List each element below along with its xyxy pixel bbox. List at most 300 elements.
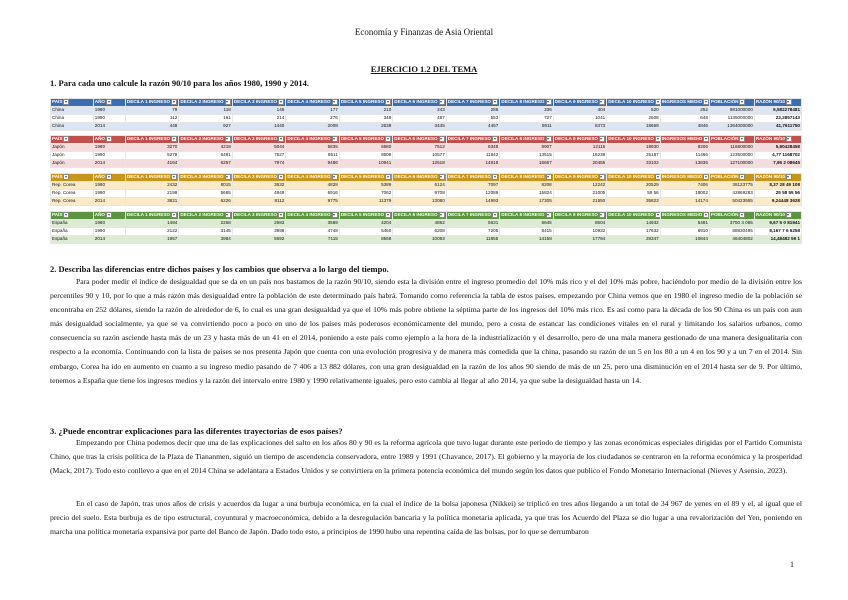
table-cell: 2014	[93, 236, 125, 244]
table-cell: 5481	[660, 220, 709, 228]
table-cell: 1957	[125, 236, 178, 244]
table-cell: 14174	[660, 198, 709, 206]
filter-dropdown-icon[interactable]	[546, 136, 552, 142]
column-header[interactable]	[754, 212, 801, 220]
column-header-label: RAZÓN 90/10	[755, 136, 785, 142]
column-header[interactable]	[500, 136, 553, 144]
filter-dropdown-icon[interactable]	[225, 136, 231, 142]
table-cell: 2258	[179, 220, 232, 228]
table-cell: 8112	[232, 198, 285, 206]
table-cell: 276	[286, 115, 339, 123]
filter-dropdown-icon[interactable]	[278, 136, 284, 142]
table-korea	[50, 173, 802, 206]
table-cell: 14993	[446, 198, 499, 206]
table-cell: 8206	[660, 144, 709, 152]
column-header[interactable]	[232, 136, 285, 144]
filter-dropdown-icon[interactable]	[171, 136, 177, 142]
table-cell: 981000000	[709, 107, 754, 115]
table-cell: 8511	[286, 152, 339, 160]
column-header-label: DECILA 9 INGRESO	[554, 174, 598, 180]
filter-dropdown-icon[interactable]	[278, 99, 284, 105]
table-cell: 2199	[125, 190, 178, 198]
table-cell: 1041	[553, 115, 606, 123]
filter-dropdown-icon[interactable]	[332, 99, 338, 105]
table-cell: 1990	[93, 115, 125, 123]
column-header[interactable]	[709, 212, 754, 220]
filter-dropdown-icon[interactable]	[332, 212, 338, 218]
table-cell: 13836	[660, 160, 709, 168]
filter-dropdown-icon[interactable]	[439, 212, 445, 218]
table-cell: 243	[393, 107, 446, 115]
filter-dropdown-icon[interactable]	[655, 212, 660, 218]
filter-dropdown-icon[interactable]	[63, 99, 69, 105]
column-header[interactable]	[754, 174, 801, 182]
column-header[interactable]	[553, 99, 606, 107]
table-cell: 3145	[179, 228, 232, 236]
column-header-label: DECILA 7 INGRESO	[447, 212, 492, 218]
table-cell: 25187	[607, 152, 660, 160]
filter-dropdown-icon[interactable]	[739, 174, 745, 180]
filter-dropdown-icon[interactable]	[106, 174, 112, 180]
table-cell: 9508	[339, 152, 392, 160]
column-header[interactable]	[51, 212, 94, 220]
column-header-label: DECILA 9 INGRESO	[554, 136, 598, 142]
filter-dropdown-icon[interactable]	[599, 99, 605, 105]
table-cell: 14932	[607, 220, 660, 228]
column-header-label: POBLACIÓN	[710, 174, 739, 180]
filter-dropdown-icon[interactable]	[546, 212, 552, 218]
column-header-label: DECILA 10 INGRESO	[608, 99, 655, 105]
column-header[interactable]	[393, 174, 446, 182]
table-cell: 4204	[339, 220, 392, 228]
column-header[interactable]	[286, 136, 339, 144]
column-header-label: PAÍS	[52, 99, 63, 105]
table-cell: 21550	[553, 198, 606, 206]
column-header[interactable]	[93, 212, 125, 220]
column-header[interactable]	[179, 212, 232, 220]
table-cell: 33102	[607, 160, 660, 168]
table-cell: 16667	[500, 160, 553, 168]
table-cell: 11379	[339, 198, 392, 206]
column-header-label: POBLACIÓN	[710, 136, 739, 142]
column-header[interactable]	[339, 212, 392, 220]
column-header[interactable]	[553, 174, 606, 182]
filter-dropdown-icon[interactable]	[599, 174, 605, 180]
table-china	[50, 98, 802, 131]
table-cell: 13515	[500, 152, 553, 160]
table-cell: 4846	[660, 123, 709, 131]
table-cell: 20455	[553, 160, 606, 168]
table-cell: 20529	[607, 182, 660, 190]
column-header-label: DECILA 7 INGRESO	[447, 174, 492, 180]
table-cell: 10941	[339, 160, 392, 168]
filter-dropdown-icon[interactable]	[385, 136, 391, 142]
table-cell: China	[51, 115, 94, 123]
filter-dropdown-icon[interactable]	[739, 99, 745, 105]
column-header-label: DECILA 2 INGRESO	[180, 174, 224, 180]
table-cell: 487	[393, 115, 446, 123]
table-cell: 42869283	[709, 190, 754, 198]
column-header-label: PAÍS	[52, 174, 63, 180]
table-cell: 3589	[286, 220, 339, 228]
table-cell: 1364000000	[709, 123, 754, 131]
column-header[interactable]	[286, 174, 339, 182]
column-header[interactable]	[339, 174, 392, 182]
column-header-label: INGRESOS MEDIO	[661, 99, 703, 105]
column-header-label: DECILA 3 INGRESO	[233, 136, 278, 142]
filter-dropdown-icon[interactable]	[439, 136, 445, 142]
filter-dropdown-icon[interactable]	[106, 99, 112, 105]
column-header-label: DECILA 9 INGRESO	[554, 99, 598, 105]
exercise-title: EJERCICIO 1.2 DEL TEMA	[370, 64, 478, 74]
table-cell: 4164	[125, 160, 178, 168]
filter-dropdown-icon[interactable]	[63, 136, 69, 142]
table-row	[51, 160, 802, 168]
table-cell: 7205	[446, 228, 499, 236]
column-header[interactable]	[607, 212, 660, 220]
table-cell: 7,95 2 08645	[754, 160, 801, 168]
filter-dropdown-icon[interactable]	[278, 212, 284, 218]
table-cell: 12115	[553, 144, 606, 152]
column-header-label: DECILA 4 INGRESO	[287, 136, 331, 142]
column-header-label: AÑO	[94, 174, 105, 180]
table-cell: 1990	[93, 152, 125, 160]
filter-dropdown-icon[interactable]	[703, 212, 709, 218]
question-3-heading: 3. ¿Puede encontrar explicaciones para las diferentes trayectorias de esos países?	[50, 426, 343, 436]
table-cell: 5,80428458	[754, 144, 801, 152]
table-cell: 18002	[660, 190, 709, 198]
table-cell: 23,2857143	[754, 115, 801, 123]
page-number: 1	[790, 560, 794, 569]
column-header[interactable]	[709, 174, 754, 182]
column-header[interactable]	[553, 212, 606, 220]
filter-dropdown-icon[interactable]	[385, 99, 391, 105]
paragraph-3b: En el caso de Japón, tras unos años de crisis y acuerdos da lugar a una burbuja económica, en la cual el índice de la bolsa japonesa (Nikkei) se triplicó en tres años llegando a un total de 34 967 de yenes en el 89 y el, al igual que el precio del suelo. Esta burbuja es de tipo estructural, coyuntural y macroeconómica, debido a la desregulación bancaria y la política monetaria aplicada, ya que tras los Acuerdo del Plaza se dio lugar a una revalorización del Yen, poniendo en marcha una política monetaria expansiva por parte del Banco de Japón. Dado todo esto, a principios de 1990 hubo una repentina caída de las bolsas, por lo que se derrumbaron	[50, 499, 802, 537]
filter-dropdown-icon[interactable]	[439, 174, 445, 180]
column-header[interactable]	[93, 174, 125, 182]
filter-dropdown-icon[interactable]	[492, 136, 498, 142]
column-header[interactable]	[51, 99, 94, 107]
column-header[interactable]	[339, 99, 392, 107]
column-header[interactable]	[607, 136, 660, 144]
column-header-label: PAÍS	[52, 136, 63, 142]
paragraph-3a: Empezando por China podemos decir que una de las explicaciones del salto en los años 80 y 90 es la reforma agrícola que tuvo lugar durante este período de tiempo y las zonas económicas especiales dirigidas por el Partido Comunista Chino, que tras la crisis política de la Plaza de Tiananmen, siguió un tiempo de ascendencia conservadora, entre 1989 y 1991 (Chavance, 2017). El gobierno y la mayoría de los ciudadanos se centraron en la reforma económica y la prosperidad (Mack, 2017). Todo esto conllevo a que en el 2014 China se adelantara a Estados Unidos y se convirtiera en la primera potencia económica del mundo según los datos que publico el Fondo Monetario Internacional (Nieves y Asensio, 2023).	[50, 438, 802, 476]
table-cell: 4218	[179, 144, 232, 152]
table-cell: 8208	[500, 182, 553, 190]
column-header[interactable]	[500, 99, 553, 107]
table-cell: 17305	[500, 198, 553, 206]
filter-dropdown-icon[interactable]	[703, 174, 709, 180]
column-header[interactable]	[660, 174, 709, 182]
column-header[interactable]	[339, 136, 392, 144]
filter-dropdown-icon[interactable]	[63, 174, 69, 180]
column-header-label: POBLACIÓN	[710, 99, 739, 105]
filter-dropdown-icon[interactable]	[739, 212, 745, 218]
column-header[interactable]	[179, 174, 232, 182]
filter-dropdown-icon[interactable]	[63, 212, 69, 218]
table-cell: 6916	[286, 190, 339, 198]
table-cell: 6208	[393, 228, 446, 236]
column-header-label: AÑO	[94, 99, 105, 105]
filter-dropdown-icon[interactable]	[385, 212, 391, 218]
table-row	[51, 107, 802, 115]
column-header[interactable]	[660, 212, 709, 220]
filter-dropdown-icon[interactable]	[599, 212, 605, 218]
table-header-row	[51, 174, 802, 182]
table-cell: 10844	[660, 236, 709, 244]
table-cell: 177	[286, 107, 339, 115]
table-cell: 10093	[393, 236, 446, 244]
column-header[interactable]	[125, 136, 178, 144]
column-header-label: PAÍS	[52, 212, 63, 218]
column-header-label: DECILA 6 INGRESO	[394, 136, 438, 142]
table-cell: España	[51, 220, 94, 228]
column-header[interactable]	[553, 136, 606, 144]
table-cell: 3998	[232, 228, 285, 236]
table-cell: 3984	[179, 236, 232, 244]
table-cell: 13080	[393, 198, 446, 206]
column-header[interactable]	[709, 99, 754, 107]
table-cell: 18930	[607, 144, 660, 152]
filter-dropdown-icon[interactable]	[225, 174, 231, 180]
column-header-label: DECILA 1 INGRESO	[126, 212, 171, 218]
table-cell: 7097	[446, 182, 499, 190]
question-2-heading: 2. Describa las diferencias entre dichos países y los cambios que observa a lo largo del tiempo.	[50, 264, 389, 274]
table-cell: China	[51, 123, 94, 131]
filter-dropdown-icon[interactable]	[739, 136, 745, 142]
column-header-label: DECILA 2 INGRESO	[180, 136, 224, 142]
filter-dropdown-icon[interactable]	[225, 212, 231, 218]
column-header-label: DECILA 10 INGRESO	[608, 136, 655, 142]
filter-dropdown-icon[interactable]	[655, 99, 660, 105]
table-cell: 553	[446, 115, 499, 123]
table-cell: 6124	[393, 182, 446, 190]
table-cell: 252	[660, 107, 709, 115]
filter-dropdown-icon[interactable]	[225, 99, 231, 105]
column-header[interactable]	[232, 212, 285, 220]
column-header-label: DECILA 4 INGRESO	[287, 174, 331, 180]
table-cell: 1484	[125, 220, 178, 228]
table-cell: 2983	[232, 220, 285, 228]
table-cell: 1990	[93, 228, 125, 236]
table-cell: 6481	[179, 152, 232, 160]
column-header[interactable]	[446, 212, 499, 220]
table-cell: 7527	[232, 152, 285, 160]
column-header[interactable]	[446, 136, 499, 144]
filter-dropdown-icon[interactable]	[492, 99, 498, 105]
filter-dropdown-icon[interactable]	[655, 136, 660, 142]
column-header[interactable]	[393, 136, 446, 144]
running-header: Economía y Finanzas de Asia Oriental	[354, 27, 494, 37]
column-header[interactable]	[286, 212, 339, 220]
filter-dropdown-icon[interactable]	[492, 174, 498, 180]
column-header-label: DECILA 5 INGRESO	[340, 136, 385, 142]
table-cell: 210	[339, 107, 392, 115]
column-header[interactable]	[607, 99, 660, 107]
column-header-label: DECILA 6 INGRESO	[394, 212, 438, 218]
filter-dropdown-icon[interactable]	[385, 174, 391, 180]
column-header-label: RAZÓN 90/10	[755, 212, 785, 218]
filter-dropdown-icon[interactable]	[703, 99, 709, 105]
filter-dropdown-icon[interactable]	[278, 174, 284, 180]
table-row	[51, 236, 802, 244]
filter-dropdown-icon[interactable]	[786, 99, 792, 105]
table-row	[51, 220, 802, 228]
filter-dropdown-icon[interactable]	[703, 136, 709, 142]
column-header-label: DECILA 1 INGRESO	[126, 99, 171, 105]
table-cell: 927	[179, 123, 232, 131]
table-cell: 4862	[393, 220, 446, 228]
table-cell: España	[51, 228, 94, 236]
table-cell: 14158	[500, 236, 553, 244]
column-header-label: DECILA 4 INGRESO	[287, 99, 331, 105]
table-cell: Rep. Corea	[51, 198, 94, 206]
table-cell: 4748	[286, 228, 339, 236]
column-header[interactable]	[446, 174, 499, 182]
table-cell: 5692	[232, 236, 285, 244]
filter-dropdown-icon[interactable]	[171, 99, 177, 105]
column-header[interactable]	[93, 136, 125, 144]
table-cell: 79	[125, 107, 178, 115]
filter-dropdown-icon[interactable]	[492, 212, 498, 218]
column-header[interactable]	[125, 174, 178, 182]
table-header-row	[51, 136, 802, 144]
column-header-label: DECILA 9 INGRESO	[554, 212, 598, 218]
table-cell: 38123775	[709, 182, 754, 190]
column-header-label: DECILA 2 INGRESO	[180, 212, 224, 218]
column-header[interactable]	[93, 99, 125, 107]
column-header[interactable]	[607, 174, 660, 182]
table-japan	[50, 135, 802, 168]
filter-dropdown-icon[interactable]	[106, 212, 112, 218]
column-header[interactable]	[393, 99, 446, 107]
filter-dropdown-icon[interactable]	[546, 99, 552, 105]
table-cell: 214	[232, 115, 285, 123]
column-header[interactable]	[660, 99, 709, 107]
filter-dropdown-icon[interactable]	[439, 99, 445, 105]
filter-dropdown-icon[interactable]	[786, 174, 792, 180]
table-cell: 8473	[553, 123, 606, 131]
table-cell: 4,77 1168702	[754, 152, 801, 160]
table-cell: 118	[179, 107, 232, 115]
table-cell: 286	[446, 107, 499, 115]
column-header[interactable]	[754, 136, 801, 144]
table-cell: Japón	[51, 160, 94, 168]
column-header[interactable]	[179, 136, 232, 144]
table-cell: 4949	[232, 190, 285, 198]
filter-dropdown-icon[interactable]	[171, 174, 177, 180]
column-header[interactable]	[393, 212, 446, 220]
table-cell: 116800000	[709, 144, 754, 152]
table-cell: 6645	[500, 220, 553, 228]
table-cell: 9708	[393, 190, 446, 198]
table-cell: 25 58 55 56	[754, 190, 801, 198]
table-cell: 18669	[607, 123, 660, 131]
filter-dropdown-icon[interactable]	[171, 212, 177, 218]
column-header[interactable]	[500, 174, 553, 182]
column-header[interactable]	[286, 99, 339, 107]
table-row	[51, 144, 802, 152]
table-cell: Japón	[51, 144, 94, 152]
table-spain	[50, 211, 802, 244]
column-header-label: AÑO	[94, 212, 105, 218]
paragraph-2: Para poder medir el índice de desigualdad que se da en un país nos bastamos de la razón 90/10, siendo esta la división entre el ingreso promedio del 10% más rico y el del 10% más pobre, haciéndolo por medio de la división entre los percentiles 90 y 10, por lo que a más razón más desigualdad entre la población de este determinado país habrá. Tomando como referencia la tabla de estos países, empezando por China vemos que en 1980 el ingreso medio de la población se encontraba en 252 dólares, siendo la razón de alrededor de 6, lo cual es una gran desigualdad ya que el 10% más pobre obtiene la séptima parte de los ingresos del 10% más rico. Es así como para la década de los 90 China es un país con aun más desigualdad socialmente, ya que se va convirtiendo poco a poco en uno de los países más poderosos económicamente del mundo, pero a costa de estancar las condiciones vitales en el rural y limitando los salarios urbanos, como consecuencia su razón asciende hasta más de un 23 y hasta más de un 41 en el 2014, poniendo a este país como ejemplo a la hora de la industrialización y el desarrollo, pero de una mala manera gestionado de una manera desigualitaria con respecto a la economía. Continuando con la lista de países se nos presenta Japón que cuenta con una evolución progresiva y de manera más comedida que la china, pasando su razón de un 5 en los 80 a un 4 en los 90 y a un 7 en el 2014. Sin embargo, Corea ha ido en aumento en cuanto a su ingreso medio pasando de 7 406 a 13 882 dólares, con una gran desigualdad en la razón de los años 90 siendo de más de un 25, pero una disminución en el 2014 hasta ser de 9. Por último, tenemos a España que tiene los ingresos medios y la razón del intervalo entre 1980 y 1990 relativamente iguales, pero esto cambia al llegar al año 2014, ya que sube la desigualdad hasta un 14.	[50, 277, 802, 385]
filter-dropdown-icon[interactable]	[332, 136, 338, 142]
filter-dropdown-icon[interactable]	[786, 136, 792, 142]
filter-dropdown-icon[interactable]	[106, 136, 112, 142]
question-1-heading: 1. Para cada uno calcule la razón 90/10 para los años 1980, 1990 y 2014.	[50, 78, 310, 88]
table-cell: Rep. Corea	[51, 190, 94, 198]
column-header[interactable]	[754, 99, 801, 107]
column-header[interactable]	[232, 174, 285, 182]
column-header-label: DECILA 6 INGRESO	[394, 99, 438, 105]
column-header[interactable]	[51, 136, 94, 144]
table-cell: 727	[500, 115, 553, 123]
table-cell: China	[51, 107, 94, 115]
table-cell: 46404802	[709, 236, 754, 244]
table-cell: 336	[500, 107, 553, 115]
filter-dropdown-icon[interactable]	[599, 136, 605, 142]
table-cell: 12242	[553, 182, 606, 190]
table-cell: 5044	[232, 144, 285, 152]
column-header-label: POBLACIÓN	[710, 212, 739, 218]
column-header-label: INGRESOS MEDIO	[661, 212, 703, 218]
column-header[interactable]	[179, 99, 232, 107]
filter-dropdown-icon[interactable]	[332, 174, 338, 180]
table-cell: 5911	[500, 123, 553, 131]
column-header[interactable]	[51, 174, 94, 182]
table-cell: 7512	[393, 144, 446, 152]
column-header[interactable]	[125, 212, 178, 220]
table-cell: 161	[179, 115, 232, 123]
column-header-label: DECILA 10 INGRESO	[608, 174, 655, 180]
table-cell: 6680	[339, 144, 392, 152]
column-header-label: DECILA 8 INGRESO	[501, 136, 545, 142]
table-row	[51, 182, 802, 190]
table-row	[51, 115, 802, 123]
filter-dropdown-icon[interactable]	[546, 174, 552, 180]
column-header-label: AÑO	[94, 136, 105, 142]
table-cell: 8568	[339, 236, 392, 244]
column-header-label: DECILA 3 INGRESO	[233, 99, 278, 105]
filter-dropdown-icon[interactable]	[655, 174, 660, 180]
column-header-label: RAZÓN 90/10	[755, 99, 785, 105]
table-cell: 5460	[339, 228, 392, 236]
column-header[interactable]	[232, 99, 285, 107]
table-cell: 2639	[339, 123, 392, 131]
column-header[interactable]	[500, 212, 553, 220]
table-cell: 7406	[660, 182, 709, 190]
table-cell: 6257	[179, 160, 232, 168]
table-cell: Japón	[51, 152, 94, 160]
column-header[interactable]	[125, 99, 178, 107]
table-cell: 8604	[553, 220, 606, 228]
table-cell: 88830495	[709, 228, 754, 236]
column-header[interactable]	[660, 136, 709, 144]
table-cell: 10932	[553, 228, 606, 236]
table-cell: 123500000	[709, 152, 754, 160]
column-header-label: INGRESOS MEDIO	[661, 174, 703, 180]
column-header-label: DECILA 3 INGRESO	[233, 212, 278, 218]
table-cell: Rep. Corea	[51, 182, 94, 190]
column-header-label: DECILA 3 INGRESO	[233, 174, 278, 180]
table-cell: 8,37 28 49 108	[754, 182, 801, 190]
column-header[interactable]	[446, 99, 499, 107]
column-header[interactable]	[709, 136, 754, 144]
column-header-label: DECILA 1 INGRESO	[126, 174, 171, 180]
filter-dropdown-icon[interactable]	[786, 212, 792, 218]
table-cell: 17794	[553, 236, 606, 244]
